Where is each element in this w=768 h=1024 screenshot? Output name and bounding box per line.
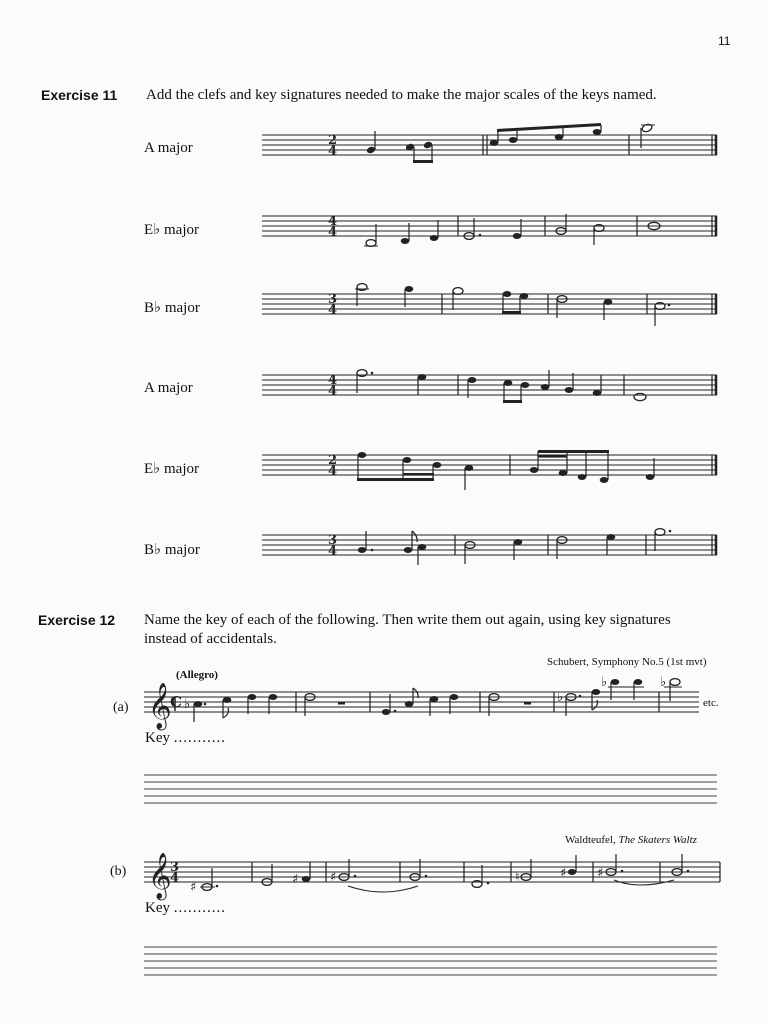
svg-text:2: 2 <box>328 453 338 468</box>
svg-text:♭: ♭ <box>601 675 608 690</box>
key-label-4: A major <box>144 380 193 396</box>
ex11-staff-5[interactable] <box>262 450 717 490</box>
svg-text:𝄞: 𝄞 <box>148 683 172 729</box>
page-number: 11 <box>718 34 731 48</box>
part-a-label: (a) <box>113 700 129 715</box>
part-b-label: (b) <box>110 864 127 879</box>
svg-text:4: 4 <box>328 373 338 388</box>
svg-text:♯: ♯ <box>190 880 197 895</box>
svg-text:3: 3 <box>328 533 338 548</box>
svg-text:3: 3 <box>170 860 180 875</box>
svg-text:♮: ♮ <box>515 870 520 885</box>
svg-text:♭: ♭ <box>184 697 191 712</box>
ex11-staff-2[interactable] <box>262 214 717 246</box>
svg-text:4: 4 <box>328 384 338 399</box>
ex11-staff-6[interactable] <box>262 529 717 565</box>
credit-b-title: The Skaters Waltz <box>618 834 697 846</box>
exercise-12-instruction-line2: instead of accidentals. <box>144 631 277 647</box>
key-label-1: A major <box>144 140 193 156</box>
exercise-11-heading: Exercise 11 <box>41 87 118 103</box>
svg-text:4: 4 <box>328 144 338 159</box>
exercise-12-instruction-line1: Name the key of each of the following. Then write them out again, using key signatures <box>144 612 671 628</box>
key-answer-blank-a[interactable]: ........... <box>173 730 226 746</box>
svg-text:2: 2 <box>328 133 338 148</box>
ex11-staff-1[interactable] <box>262 123 717 163</box>
svg-text:𝄞: 𝄞 <box>148 853 172 899</box>
credit-a: Schubert, Symphony No.5 (1st mvt) <box>547 656 707 668</box>
ex12-b-staff[interactable] <box>144 853 720 901</box>
credit-b-composer: Waldteufel, <box>565 834 616 846</box>
svg-text:♯: ♯ <box>597 866 604 881</box>
key-label-5: E♭ major <box>144 461 199 477</box>
svg-text:♯: ♯ <box>560 866 567 881</box>
key-label-3: B♭ major <box>144 300 200 316</box>
key-answer-blank-b[interactable]: ........... <box>173 900 226 916</box>
ex11-staff-3[interactable] <box>262 284 717 326</box>
ex11-staff-4[interactable] <box>262 370 717 403</box>
svg-text:C: C <box>170 693 182 711</box>
key-prompt-a-text: Key <box>145 730 170 746</box>
answer-staff-a[interactable] <box>144 775 717 803</box>
svg-text:♯: ♯ <box>292 872 299 887</box>
etc-label: etc. <box>703 697 719 709</box>
svg-text:4: 4 <box>170 871 180 886</box>
key-prompt-b-text: Key <box>145 900 170 916</box>
ex12-a-staff[interactable] <box>144 675 699 731</box>
svg-text:4: 4 <box>328 464 338 479</box>
svg-text:4: 4 <box>328 544 338 559</box>
svg-text:♯: ♯ <box>330 870 337 885</box>
tempo-marking: (Allegro) <box>176 669 218 681</box>
svg-text:♭: ♭ <box>660 675 667 690</box>
exercise-11-instruction: Add the clefs and key signatures needed to make the major scales of the keys named. <box>146 87 657 103</box>
svg-text:4: 4 <box>328 303 338 318</box>
exercise-12-heading: Exercise 12 <box>38 612 116 628</box>
key-label-2: E♭ major <box>144 222 199 238</box>
svg-text:4: 4 <box>328 225 338 240</box>
svg-text:3: 3 <box>328 292 338 307</box>
key-label-6: B♭ major <box>144 542 200 558</box>
svg-text:♭: ♭ <box>557 690 564 705</box>
answer-staff-b[interactable] <box>144 947 717 975</box>
svg-text:4: 4 <box>328 214 338 229</box>
